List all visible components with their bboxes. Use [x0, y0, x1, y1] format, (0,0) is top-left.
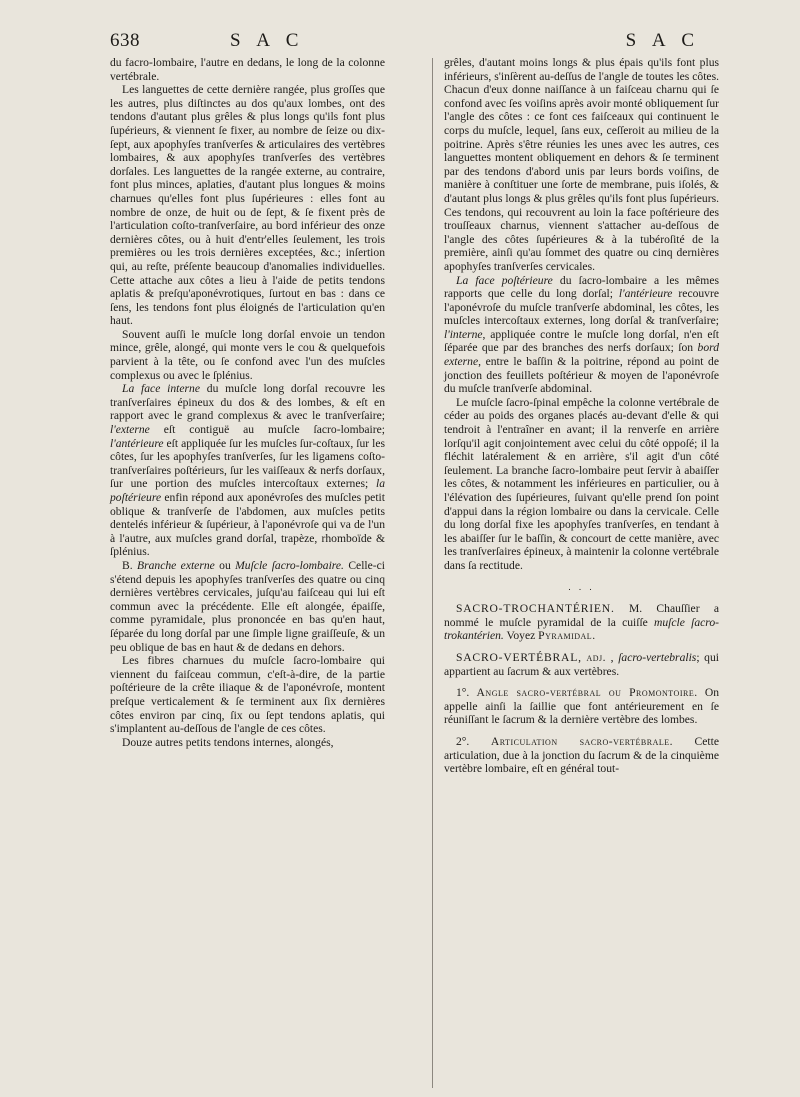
spacer	[444, 678, 719, 686]
spacer	[444, 573, 719, 581]
sub-entry-title: Articulation sacro-vertébrale.	[490, 734, 674, 748]
column-divider	[432, 58, 433, 1088]
spacer	[444, 643, 719, 651]
text-run: , entre le baſſin & la poitrine, répond au point de jonction des feuillets poſtérieur & moyen de l'aponévroſe du muſcle tranſverſe abdominal.	[444, 355, 719, 396]
paragraph: Les languettes de cette dernière rangée, plus groſſes que les autres, plus diſtinctes au dos qu'aux lombes, ont des tendons d'autant plus grêles & plus longs qu'ils font plus ſupérieurs, & viennent ſe fixer, au nombre de ſeize ou dix-ſept, aux apophyſes tranſverſes & articulaires des vertèbres lombaires, & aux apophyſes tranſverſes des vertèbres dorſales. Les languettes de la rangée externe, au contraire, font plus minces, aplaties, d'autant plus longues & moins charnues qu'elles font plus ſupérieures : elles font au nombre de onze, de huit ou de ſept, & ſe fixent près de l'articulation coſto-tranſverſaire, au bord inférieur des onze dernières côtes, ou à huit d'entr'elles ſeulement, les trois premières ou les trois dernières exceptées, &c.; inſertion qui, au reſte, préſente beaucoup d'anomalies individuelles. Cette attache aux côtes a lieu à l'aide de petits tendons aplatis & preſqu'aponévrotiques, ſurtout en bas : dans ce ſens, les tendons font plus éloignés de l'articulation qu'en haut.	[110, 83, 385, 328]
left-column	[110, 56, 385, 749]
text-run: , appliquée contre le muſcle long dorſal, n'en eſt ſéparée que par des branches des nerfs dorſaux; ſon	[444, 327, 719, 355]
paragraph: Le muſcle ſacro-ſpinal empêche la colonne vertébrale de céder au poids des organes placés au-devant d'elle & qui tendroit à l'entraîner en avant; il la renverſe en arrière lorſqu'il agit conjointement avec celui du côté oppoſé; il la fléchit latéralement & en arrière, s'il agit d'un côté ſeulement. La branche ſacro-lombaire peut ſervir à abaiſſer les côtes, & notamment les inférieures en particulier, ou à l'élévation des ſupérieures, ſuivant qu'elle prend ſon point d'appui dans la région lombaire ou dans la cervicale. Celle du long dorſal fixe les apophyſes tranſverſes, en tendant à les abaiſſer ſur le baſſin, & concourt de cette manière, avec les tranſverſaires épineux, à maintenir la colonne vertébrale dans ſa rectitude.	[444, 395, 719, 572]
text-run: ,	[606, 650, 619, 664]
text-run: M. Chauſſier a nommé le muſcle pyramidal de la cuiſſe	[444, 602, 719, 629]
page-header	[110, 20, 700, 54]
sub-entry-angle	[444, 686, 719, 727]
paragraph: du facro-lombaire, l'autre en dedans, le long de la colonne vertébrale.	[110, 56, 385, 83]
spacer	[444, 727, 719, 735]
text-run: ou	[214, 558, 236, 572]
spacer	[444, 594, 719, 602]
text-run: Voyez	[503, 629, 539, 643]
sub-entry-articulation	[444, 735, 719, 776]
text-run: eſt appliquée ſur les muſcles ſur-coſtaux, ſur les côtes, ſur les apophyſes tranſverſes, ſur les ligamens coſto-tranſverſaires poſtérieurs, ſur les vaiſſeaux & nerfs dorſaux, ſur une portion des muſcles intercoſtaux externes;	[110, 436, 385, 491]
italic-term: bord externe	[444, 341, 719, 369]
grammar-label: adj.	[586, 650, 607, 664]
sub-entry-number: 1°.	[456, 686, 477, 700]
italic-term: muſcle ſacro-trokantérien.	[444, 615, 719, 643]
sub-entry-title: Angle sacro-vertébral ou Promontoire.	[476, 686, 698, 700]
italic-term: Branche externe	[137, 558, 215, 572]
text-run: enfin répond aux aponévroſes des muſcles petit oblique & tranſverſe de l'abdomen, aux muſcles petits dentelés inférieur & ſupérieur, à l'aponévroſe qui va de l'un à l'autre, aux muſcles grand dorſal, trapèze, rhomboïde & ſplénius.	[110, 491, 385, 559]
italic-term: l'antérieure	[618, 287, 673, 301]
entry-headword: SACRO-VERTÉBRAL,	[456, 650, 582, 664]
text-run: recouvre l'aponévroſe du muſcle tranſverſe abdominal, les côtes, les muſcles intercoſtaux externes, long dorſal & tranſverſaire;	[444, 287, 719, 328]
paragraph-branche-externe	[110, 559, 385, 654]
paragraph-face-interne	[110, 382, 385, 559]
sub-entry-number: 2°.	[456, 734, 491, 748]
text-run: Cette articulation, due à la jonction du ſacrum & de la cinquième vertèbre lombaire, eſt en général tout-	[444, 734, 720, 776]
entry-headword: SACRO-TROCHANTÉRIEN.	[456, 602, 615, 616]
text-run: B.	[122, 558, 138, 572]
text-run: du ſacro-lombaire a les mêmes rapports que celle du long dorſal;	[444, 273, 719, 301]
text-run: du muſcle long dorſal recouvre les tranſverſaires épineux du dos & des lombes, & eſt en rapport avec le grand complexus & avec le tranſverſaire;	[110, 382, 385, 423]
paragraph: Les fibres charnues du muſcle ſacro-lombaire qui viennent du faiſceau commun, c'eſt-à-dire, de la partie poſtérieure de la crête iliaque & de l'aponévroſe, montent preſque verticalement & ſe terminent aux ſix dernières côtes environ par cinq, ſix ou ſept tendons aplatis, qui s'implantent au-deſſous de l'angle de ces côtes.	[110, 654, 385, 736]
italic-term: l'interne	[444, 327, 483, 341]
right-column	[444, 56, 719, 776]
italic-term: l'externe	[110, 423, 150, 437]
text-run: eſt contiguë au muſcle ſacro-lombaire;	[149, 423, 385, 437]
paragraph: Souvent auſſi le muſcle long dorſal envoie un tendon mince, grêle, alongé, qui monte vers le cou & quelquefois parvient à la tête, ou ſe confond avec l'un des muſcles complexus ou avec le ſplénius.	[110, 327, 385, 382]
paragraph: Douze autres petits tendons internes, alongés,	[122, 735, 334, 749]
running-head-left: S A C	[230, 30, 305, 51]
entry-sacro-trochanterien	[444, 602, 719, 643]
entry-sacro-vertebral	[444, 651, 719, 678]
text-run: ; qui appartient au ſacrum & aux vertèbres.	[444, 650, 719, 678]
page-number: 638	[110, 30, 140, 51]
section-dots: . . .	[568, 581, 595, 592]
paragraph-face-posterieure	[444, 274, 719, 396]
italic-term: l'antérieure	[110, 436, 164, 450]
italic-term: La face interne	[122, 382, 200, 396]
paragraph: grêles, d'autant moins longs & plus épais qu'ils font plus inférieurs, s'inſèrent au-deſſus de l'angle de toutes les côtes. Chacun d'eux donne naiſſance à un faiſceau charnu qui ſe confond avec ſes voiſins après avoir monté obliquement ſur l'angle des côtes : ce font ces faiſceaux qui continuent le corps du muſcle, lequel, ſans eux, ceſſeroit au milieu de la poitrine. Après s'être réunies les unes avec les autres, ces languettes montent obliquement en dehors & ſe terminent par des tendons d'abord unis par leurs bords voiſins, de manière à conſtituer une ſorte de membrane, puis iſolés, & d'autant plus longs & plus grêles qu'ils font plus ſupérieurs. Ces tendons, qui recouvrent au loin la face poſtérieure des trouſſeaux charnus, viennent s'attacher au-deſſous de l'angle des côtes ſupérieures & à la tubéroſité de la première, ainſi qu'au ſommet des quatre ou cinq dernières apophyſes tranſverſes cervicales.	[444, 56, 719, 273]
italic-term: Muſcle ſacro-lombaire.	[235, 558, 344, 572]
text-run: On appelle ainſi la ſaillie que font antérieurement en ſe réuniſſant le ſacrum & la dernière vertèbre des lombes.	[444, 686, 719, 727]
italic-term: ſacro-vertebralis	[618, 650, 697, 664]
cross-reference: Pyramidal.	[538, 629, 596, 643]
italic-term: la poſtérieure	[110, 477, 385, 504]
running-head-right: S A C	[625, 30, 700, 51]
italic-term: La face poſtérieure	[456, 273, 553, 287]
text-run: Celle-ci s'étend depuis les apophyſes tranſverſes des quatre ou cinq dernières vertèbres cervicales, juſqu'au faiſceau qui lui eſt commun avec la précédente. Elle eſt alongée, épaiſſe, comme pyramidale, plus prononcée en bas qu'en haut, ſéparée du long dorſal par une ſimple ligne graiſſeuſe, & un peu oblique de bas en haut & de dedans en dehors.	[110, 558, 386, 654]
